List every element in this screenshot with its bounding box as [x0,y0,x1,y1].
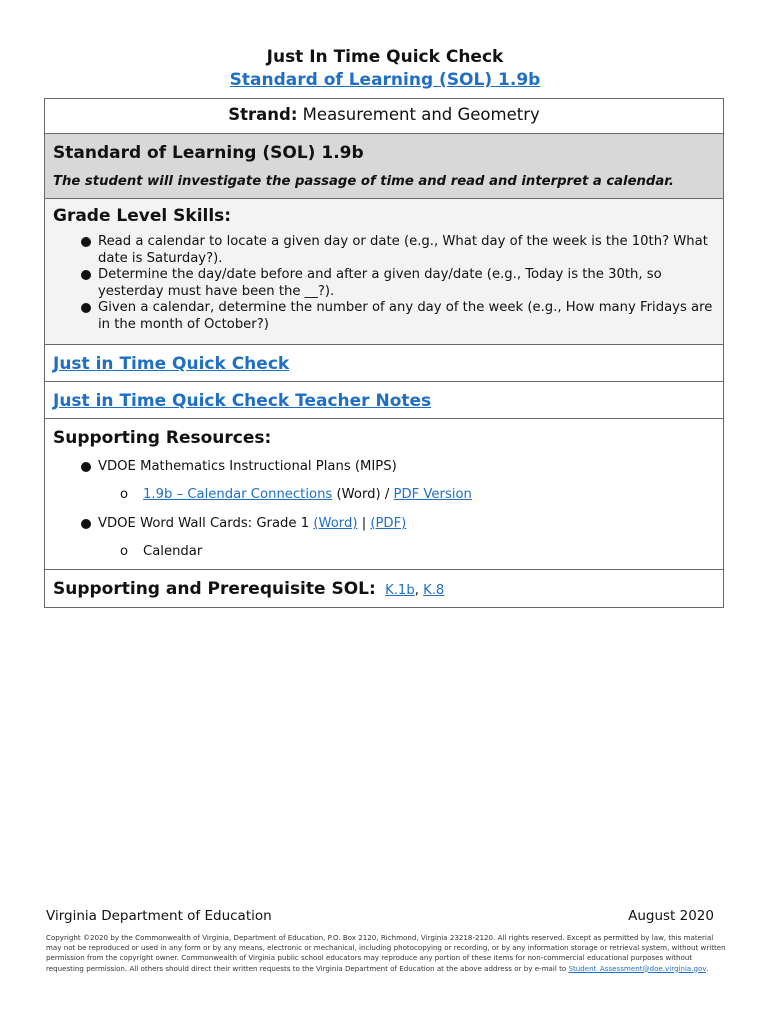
sol-row [45,133,723,198]
word-text: (Word) / [332,487,394,502]
skill-text: Determine the day/date before and after a given day/date (e.g., Today is the 30th, so yesterday must have been the __?). [98,267,662,299]
bullet-icon [81,519,91,529]
skills-list [53,234,715,334]
copyright-text: Copyright ©2020 by the Commonwealth of Virginia, Department of Education, P.O. Box 2120, Richmond, Virginia 23218-2120. All rights reserved. Except as permitted by law, this material may not be reproduced or used in any form or by any means, electronic or mechanical, including photocopying or recording, or by any information storage or retrieval system, without written permission from the copyright owner. Commonwealth of Virginia public school educators may reproduce any portion of these items for non-commercial educational purposes without requesting permission. All others should direct their written requests to the Virginia Department of Education at the above address or by e-mail to [46,933,726,973]
list-item [53,458,715,475]
calendar-item: Calendar [143,544,203,559]
strand-label: Strand: [228,105,298,124]
copyright-notice [46,933,726,974]
page-title: Just In Time Quick Check [266,47,504,67]
prereq-row [45,569,723,607]
prereq-links [381,583,444,598]
wordwall-pdf-link[interactable]: (PDF) [370,516,407,531]
footer-date: August 2020 [628,908,714,924]
bullet-icon [81,237,91,247]
strand-row [45,99,723,133]
bullet-icon [81,303,91,313]
pdf-version-link[interactable]: PDF Version [393,487,472,502]
list-item [53,486,715,503]
wordwall-word-link[interactable]: (Word) [313,516,358,531]
skill-text: Given a calendar, determine the number of any day of the week (e.g., How many Fridays are in the month of October?) [98,300,713,332]
sol-description: The student will investigate the passage of time and read and interpret a calendar. [53,174,674,189]
email-link[interactable]: Student_Assessment@doe.virginia.gov [568,963,707,973]
k1b-link[interactable]: K.1b [385,583,415,598]
sub-bullet-icon: o [120,487,129,502]
resources-title: Supporting Resources: [53,428,272,448]
wordwall-label: VDOE Word Wall Cards: Grade 1 [98,516,314,531]
list-item [53,234,715,267]
sol-link[interactable]: Standard of Learning (SOL) 1.9b [229,70,541,90]
list-item [53,515,715,532]
comma: , [414,583,424,598]
teacher-notes-link[interactable]: Just in Time Quick Check Teacher Notes [53,391,432,411]
bullet-icon [81,462,91,472]
skill-text: Read a calendar to locate a given day or date (e.g., What day of the week is the 10th? What date is Saturday?). [98,234,708,266]
sub-bullet-icon: o [120,544,129,559]
prereq-title: Supporting and Prerequisite SOL: [53,579,376,599]
footer-org: Virginia Department of Education [46,908,272,924]
separator: | [357,516,371,531]
resources-row [45,418,723,569]
strand-value: Measurement and Geometry [297,105,540,124]
list-item [53,267,715,300]
quick-check-link[interactable]: Just in Time Quick Check [53,354,290,374]
period: . [706,963,709,973]
bullet-icon [81,270,91,280]
skills-title: Grade Level Skills: [53,206,232,226]
list-item [53,300,715,333]
mips-label: VDOE Mathematics Instructional Plans (MIPS) [98,459,397,474]
list-item [53,543,715,560]
page-subtitle [0,69,770,91]
sol-title: Standard of Learning (SOL) 1.9b [53,143,364,163]
skills-row [45,198,723,344]
k8-link[interactable]: K.8 [423,583,445,598]
sol-table [44,98,724,608]
calendar-connections-link[interactable]: 1.9b – Calendar Connections [143,487,333,502]
quick-check-row [45,344,723,381]
teacher-notes-row [45,381,723,418]
